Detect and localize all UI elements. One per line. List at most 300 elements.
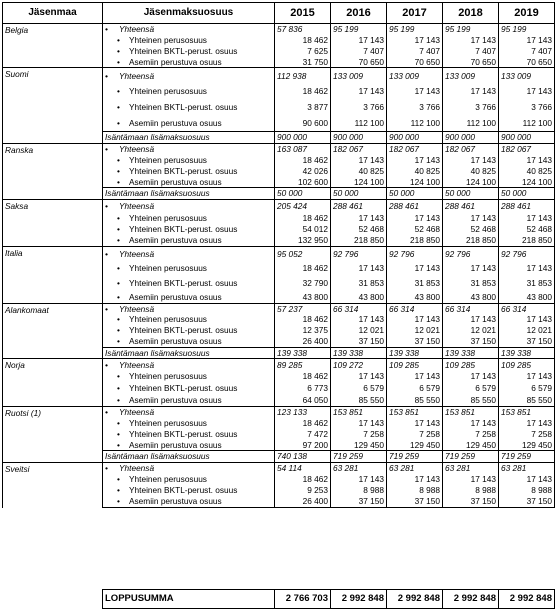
contribution-table: [2, 2, 555, 508]
contribution-label: Yhteinen perusosuus: [129, 417, 207, 428]
year-value: 43 800: [499, 291, 555, 303]
total-row: [3, 24, 555, 35]
year-value: 133 009: [499, 68, 555, 84]
header-year: 2016: [331, 3, 387, 24]
contribution-label-cell: [103, 314, 275, 325]
year-value: 54 114: [275, 463, 331, 474]
year-value: 17 143: [331, 314, 387, 325]
contribution-label: Yhteinen perusosuus: [129, 34, 207, 45]
contribution-label-cell: [103, 224, 275, 235]
year-value: 3 877: [275, 100, 331, 116]
year-value: 124 100: [387, 177, 443, 188]
year-value: 17 143: [443, 314, 499, 325]
year-value: 218 850: [387, 235, 443, 246]
contribution-label: Isäntämaan lisämaksuosuus: [105, 132, 210, 143]
year-value: 12 021: [443, 325, 499, 336]
grand-total-value: 2 992 848: [499, 590, 555, 609]
contribution-label: Yhteensä: [119, 24, 155, 34]
contribution-label-cell: [103, 100, 275, 116]
year-value: 163 087: [275, 144, 331, 155]
contribution-label-cell: [103, 359, 275, 371]
year-value: 17 143: [331, 155, 387, 166]
year-value: 92 796: [443, 246, 499, 261]
year-value: 6 579: [331, 383, 387, 395]
year-value: 17 143: [443, 155, 499, 166]
total-row: [3, 246, 555, 261]
year-value: 50 000: [443, 188, 499, 200]
contribution-label: Asemiin perustuva osuus: [129, 439, 222, 450]
bullet-icon: •: [117, 56, 120, 67]
year-value: 50 000: [499, 188, 555, 200]
contribution-label-cell: [103, 68, 275, 84]
year-value: 31 853: [331, 276, 387, 291]
grand-total-table: [102, 589, 555, 609]
header-year: 2017: [387, 3, 443, 24]
year-value: 43 800: [387, 291, 443, 303]
contribution-label-cell: [103, 276, 275, 291]
year-value: 17 143: [443, 213, 499, 224]
year-value: 12 021: [331, 325, 387, 336]
contribution-label: Yhteinen BKTL-perust. osuus: [129, 428, 238, 439]
year-value: 900 000: [275, 132, 331, 144]
year-value: 17 143: [387, 474, 443, 485]
contribution-label-cell: [103, 188, 275, 200]
year-value: 3 766: [443, 100, 499, 116]
contribution-label: Yhteensä: [119, 70, 155, 81]
year-value: 139 338: [499, 347, 555, 359]
year-value: 6 579: [387, 383, 443, 395]
year-value: 6 579: [499, 383, 555, 395]
year-value: 12 021: [499, 325, 555, 336]
contribution-label-cell: [103, 336, 275, 347]
year-value: 129 450: [499, 440, 555, 451]
contribution-label: Yhteensä: [119, 144, 155, 154]
bullet-icon: •: [117, 34, 120, 45]
year-value: 8 988: [499, 485, 555, 496]
year-value: 17 143: [331, 418, 387, 429]
year-value: 900 000: [499, 132, 555, 144]
year-value: 95 199: [387, 24, 443, 35]
year-value: 123 133: [275, 407, 331, 418]
year-value: 43 800: [275, 291, 331, 303]
bullet-icon: •: [117, 224, 120, 235]
contribution-label: Yhteinen perusosuus: [129, 154, 207, 165]
contribution-label: Yhteinen perusosuus: [129, 263, 207, 274]
bullet-icon: •: [117, 263, 120, 274]
contribution-label: Yhteinen BKTL-perust. osuus: [129, 325, 238, 336]
total-row: [3, 144, 555, 155]
contribution-label-cell: [103, 451, 275, 463]
contribution-label-cell: [103, 116, 275, 132]
year-value: 57 836: [275, 24, 331, 35]
year-value: 17 143: [443, 418, 499, 429]
year-value: 40 825: [443, 166, 499, 177]
year-value: 18 462: [275, 35, 331, 46]
bullet-icon: •: [117, 45, 120, 56]
year-value: 40 825: [331, 166, 387, 177]
year-value: 218 850: [331, 235, 387, 246]
year-value: 17 143: [443, 474, 499, 485]
year-value: 112 100: [443, 116, 499, 132]
contribution-label-cell: [103, 485, 275, 496]
year-value: 63 281: [387, 463, 443, 474]
contribution-label: Yhteinen BKTL-perust. osuus: [129, 224, 238, 235]
contribution-label-cell: [103, 261, 275, 276]
contribution-label-cell: [103, 213, 275, 224]
year-value: 95 199: [331, 24, 387, 35]
year-value: 37 150: [387, 496, 443, 508]
year-value: 124 100: [443, 177, 499, 188]
year-value: 132 950: [275, 235, 331, 246]
bullet-icon: •: [117, 213, 120, 224]
contribution-label-cell: [103, 166, 275, 177]
country-name: Belgia: [3, 24, 103, 68]
bullet-icon: •: [117, 278, 120, 289]
year-value: 17 143: [499, 84, 555, 100]
bullet-icon: •: [117, 484, 120, 495]
contribution-label: Yhteensä: [119, 359, 155, 370]
contribution-label: Asemiin perustuva osuus: [129, 176, 222, 187]
contribution-table-container: [2, 2, 554, 508]
bullet-icon: •: [117, 291, 120, 302]
year-value: 288 461: [499, 199, 555, 213]
year-value: 288 461: [331, 199, 387, 213]
contribution-label-cell: [103, 303, 275, 314]
bullet-icon: •: [105, 24, 108, 34]
contribution-label-cell: [103, 24, 275, 35]
year-value: 17 143: [387, 35, 443, 46]
contribution-label: Yhteinen BKTL-perust. osuus: [129, 484, 238, 495]
year-value: 8 988: [387, 485, 443, 496]
contribution-label-cell: [103, 246, 275, 261]
year-value: 182 067: [499, 144, 555, 155]
year-value: 50 000: [331, 188, 387, 200]
year-value: 31 750: [275, 57, 331, 68]
contribution-label: Yhteinen perusosuus: [129, 473, 207, 484]
country-name: Italia: [3, 246, 103, 303]
year-value: 109 285: [443, 359, 499, 371]
year-value: 97 200: [275, 440, 331, 451]
year-value: 900 000: [387, 132, 443, 144]
year-value: 89 285: [275, 359, 331, 371]
year-value: 18 462: [275, 418, 331, 429]
year-value: 900 000: [331, 132, 387, 144]
country-name: Ranska: [3, 144, 103, 200]
year-value: 95 052: [275, 246, 331, 261]
contribution-label: Yhteinen perusosuus: [129, 314, 207, 325]
year-value: 218 850: [443, 235, 499, 246]
contribution-label: Yhteensä: [119, 303, 155, 314]
contribution-label: Isäntämaan lisämaksuosuus: [105, 188, 210, 198]
contribution-label-cell: [103, 347, 275, 359]
contribution-label: Asemiin perustuva osuus: [129, 235, 222, 245]
year-value: 66 314: [443, 303, 499, 314]
year-value: 719 259: [387, 451, 443, 463]
contribution-label-cell: [103, 429, 275, 440]
year-value: 37 150: [499, 336, 555, 347]
year-value: 112 100: [387, 116, 443, 132]
year-value: 17 143: [387, 418, 443, 429]
year-value: 7 407: [499, 46, 555, 57]
bullet-icon: •: [105, 70, 108, 81]
year-value: 18 462: [275, 84, 331, 100]
header-country: Jäsenmaa: [3, 3, 103, 24]
year-value: 43 800: [331, 291, 387, 303]
contribution-label-cell: [103, 371, 275, 383]
year-value: 112 938: [275, 68, 331, 84]
year-value: 109 285: [499, 359, 555, 371]
year-value: 7 258: [387, 429, 443, 440]
contribution-label-cell: [103, 177, 275, 188]
year-value: 8 988: [331, 485, 387, 496]
year-value: 50 000: [387, 188, 443, 200]
year-value: 26 400: [275, 496, 331, 508]
year-value: 31 853: [387, 276, 443, 291]
contribution-label-cell: [103, 474, 275, 485]
year-value: 85 550: [499, 395, 555, 407]
contribution-label-cell: [103, 144, 275, 155]
year-value: 43 800: [443, 291, 499, 303]
grand-total-value: 2 992 848: [443, 590, 499, 609]
year-value: 92 796: [331, 246, 387, 261]
year-value: 17 143: [499, 35, 555, 46]
bullet-icon: •: [117, 154, 120, 165]
year-value: 3 766: [499, 100, 555, 116]
year-value: 85 550: [387, 395, 443, 407]
year-value: 288 461: [443, 199, 499, 213]
year-value: 57 237: [275, 303, 331, 314]
contribution-label-cell: [103, 235, 275, 246]
year-value: 109 285: [387, 359, 443, 371]
year-value: 42 026: [275, 166, 331, 177]
year-value: 17 143: [443, 371, 499, 383]
year-value: 719 259: [499, 451, 555, 463]
year-value: 17 143: [443, 84, 499, 100]
year-value: 70 650: [387, 57, 443, 68]
year-value: 40 825: [387, 166, 443, 177]
year-value: 66 314: [331, 303, 387, 314]
year-value: 3 766: [387, 100, 443, 116]
header-contribution: Jäsenmaksuosuus: [103, 3, 275, 24]
year-value: 3 766: [331, 100, 387, 116]
year-value: 17 143: [331, 35, 387, 46]
year-value: 124 100: [499, 177, 555, 188]
year-value: 92 796: [499, 246, 555, 261]
year-value: 18 462: [275, 155, 331, 166]
grand-total-value: 2 992 848: [331, 590, 387, 609]
total-row: [3, 199, 555, 213]
year-value: 40 825: [499, 166, 555, 177]
bullet-icon: •: [105, 463, 108, 473]
bullet-icon: •: [117, 86, 120, 97]
bullet-icon: •: [117, 473, 120, 484]
contribution-label: Yhteensä: [119, 201, 155, 211]
year-value: 17 143: [499, 314, 555, 325]
year-value: 109 272: [331, 359, 387, 371]
contribution-label: Asemiin perustuva osuus: [129, 395, 222, 405]
year-value: 85 550: [331, 395, 387, 407]
year-value: 182 067: [443, 144, 499, 155]
contribution-label: Yhteinen BKTL-perust. osuus: [129, 102, 238, 113]
year-value: 17 143: [331, 84, 387, 100]
year-value: 92 796: [387, 246, 443, 261]
bullet-icon: •: [117, 417, 120, 428]
year-value: 70 650: [443, 57, 499, 68]
contribution-label-cell: [103, 57, 275, 68]
bullet-icon: •: [117, 496, 120, 506]
contribution-label: Asemiin perustuva osuus: [129, 291, 222, 302]
year-value: 18 462: [275, 261, 331, 276]
year-value: 124 100: [331, 177, 387, 188]
contribution-label: Asemiin perustuva osuus: [129, 118, 222, 128]
year-value: 139 338: [387, 347, 443, 359]
grand-total-label: LOPPUSUMMA: [103, 590, 275, 609]
year-value: 37 150: [443, 496, 499, 508]
year-value: 17 143: [499, 418, 555, 429]
year-value: 63 281: [331, 463, 387, 474]
year-value: 64 050: [275, 395, 331, 407]
year-value: 153 851: [387, 407, 443, 418]
contribution-label-cell: [103, 35, 275, 46]
contribution-label-cell: [103, 418, 275, 429]
year-value: 9 253: [275, 485, 331, 496]
contribution-label-cell: [103, 84, 275, 100]
year-value: 740 138: [275, 451, 331, 463]
year-value: 32 790: [275, 276, 331, 291]
table-header: [3, 3, 555, 24]
country-name: Suomi: [3, 68, 103, 144]
year-value: 90 600: [275, 116, 331, 132]
year-value: 17 143: [499, 371, 555, 383]
year-value: 70 650: [331, 57, 387, 68]
contribution-label-cell: [103, 46, 275, 57]
bullet-icon: •: [117, 336, 120, 346]
year-value: 205 424: [275, 199, 331, 213]
year-value: 139 338: [443, 347, 499, 359]
year-value: 7 258: [499, 429, 555, 440]
year-value: 12 021: [387, 325, 443, 336]
year-value: 66 314: [499, 303, 555, 314]
year-value: 52 468: [387, 224, 443, 235]
contribution-label: Yhteinen BKTL-perust. osuus: [129, 383, 238, 394]
year-value: 17 143: [443, 261, 499, 276]
year-value: 900 000: [443, 132, 499, 144]
header-year: 2018: [443, 3, 499, 24]
year-value: 66 314: [387, 303, 443, 314]
year-value: 7 407: [331, 46, 387, 57]
bullet-icon: •: [105, 248, 108, 259]
contribution-label: Yhteinen BKTL-perust. osuus: [129, 165, 238, 176]
year-value: 18 462: [275, 474, 331, 485]
year-value: 129 450: [443, 440, 499, 451]
contribution-label-cell: [103, 383, 275, 395]
year-value: 153 851: [331, 407, 387, 418]
contribution-label-cell: [103, 155, 275, 166]
year-value: 17 143: [499, 474, 555, 485]
year-value: 17 143: [499, 213, 555, 224]
year-value: 52 468: [499, 224, 555, 235]
country-name: Norja: [3, 359, 103, 407]
year-value: 18 462: [275, 213, 331, 224]
year-value: 153 851: [443, 407, 499, 418]
bullet-icon: •: [117, 439, 120, 450]
country-name: Saksa: [3, 199, 103, 246]
year-value: 37 150: [331, 336, 387, 347]
year-value: 12 375: [275, 325, 331, 336]
year-value: 17 143: [331, 213, 387, 224]
year-value: 8 988: [443, 485, 499, 496]
year-value: 7 472: [275, 429, 331, 440]
bullet-icon: •: [117, 102, 120, 113]
bullet-icon: •: [105, 359, 108, 370]
year-value: 288 461: [387, 199, 443, 213]
year-value: 37 150: [387, 336, 443, 347]
contribution-label-cell: [103, 325, 275, 336]
bullet-icon: •: [117, 428, 120, 439]
year-value: 133 009: [443, 68, 499, 84]
header-year: 2015: [275, 3, 331, 24]
year-value: 6 773: [275, 383, 331, 395]
year-value: 85 550: [443, 395, 499, 407]
bullet-icon: •: [117, 325, 120, 336]
contribution-label: Yhteensä: [119, 407, 155, 417]
year-value: 7 258: [443, 429, 499, 440]
contribution-label: Yhteensä: [119, 463, 155, 473]
contribution-label-cell: [103, 199, 275, 213]
bullet-icon: •: [117, 314, 120, 325]
year-value: 153 851: [499, 407, 555, 418]
year-value: 31 853: [443, 276, 499, 291]
year-value: 182 067: [331, 144, 387, 155]
year-value: 37 150: [499, 496, 555, 508]
contribution-label: Asemiin perustuva osuus: [129, 496, 222, 506]
year-value: 17 143: [387, 213, 443, 224]
year-value: 54 012: [275, 224, 331, 235]
bullet-icon: •: [105, 201, 108, 211]
bullet-icon: •: [117, 165, 120, 176]
year-value: 52 468: [331, 224, 387, 235]
total-row: [3, 407, 555, 418]
grand-total-row: [103, 590, 555, 609]
year-value: 133 009: [387, 68, 443, 84]
grand-total-value: 2 992 848: [387, 590, 443, 609]
bullet-icon: •: [117, 395, 120, 405]
year-value: 17 143: [331, 261, 387, 276]
year-value: 63 281: [443, 463, 499, 474]
bullet-icon: •: [105, 144, 108, 154]
grand-total-value: 2 766 703: [275, 590, 331, 609]
year-value: 17 143: [387, 155, 443, 166]
total-row: [3, 463, 555, 474]
year-value: 7 625: [275, 46, 331, 57]
contribution-label: Yhteinen BKTL-perust. osuus: [129, 45, 238, 56]
contribution-label-cell: [103, 132, 275, 144]
contribution-label: Yhteinen perusosuus: [129, 86, 207, 97]
year-value: 70 650: [499, 57, 555, 68]
year-value: 129 450: [331, 440, 387, 451]
year-value: 17 143: [443, 35, 499, 46]
table-body: [3, 24, 555, 508]
contribution-label: Yhteensä: [119, 248, 155, 259]
year-value: 102 600: [275, 177, 331, 188]
contribution-label-cell: [103, 407, 275, 418]
bullet-icon: •: [117, 118, 120, 128]
bullet-icon: •: [105, 407, 108, 417]
year-value: 17 143: [499, 155, 555, 166]
contribution-label: Asemiin perustuva osuus: [129, 56, 222, 67]
year-value: 95 199: [499, 24, 555, 35]
year-value: 139 338: [275, 347, 331, 359]
